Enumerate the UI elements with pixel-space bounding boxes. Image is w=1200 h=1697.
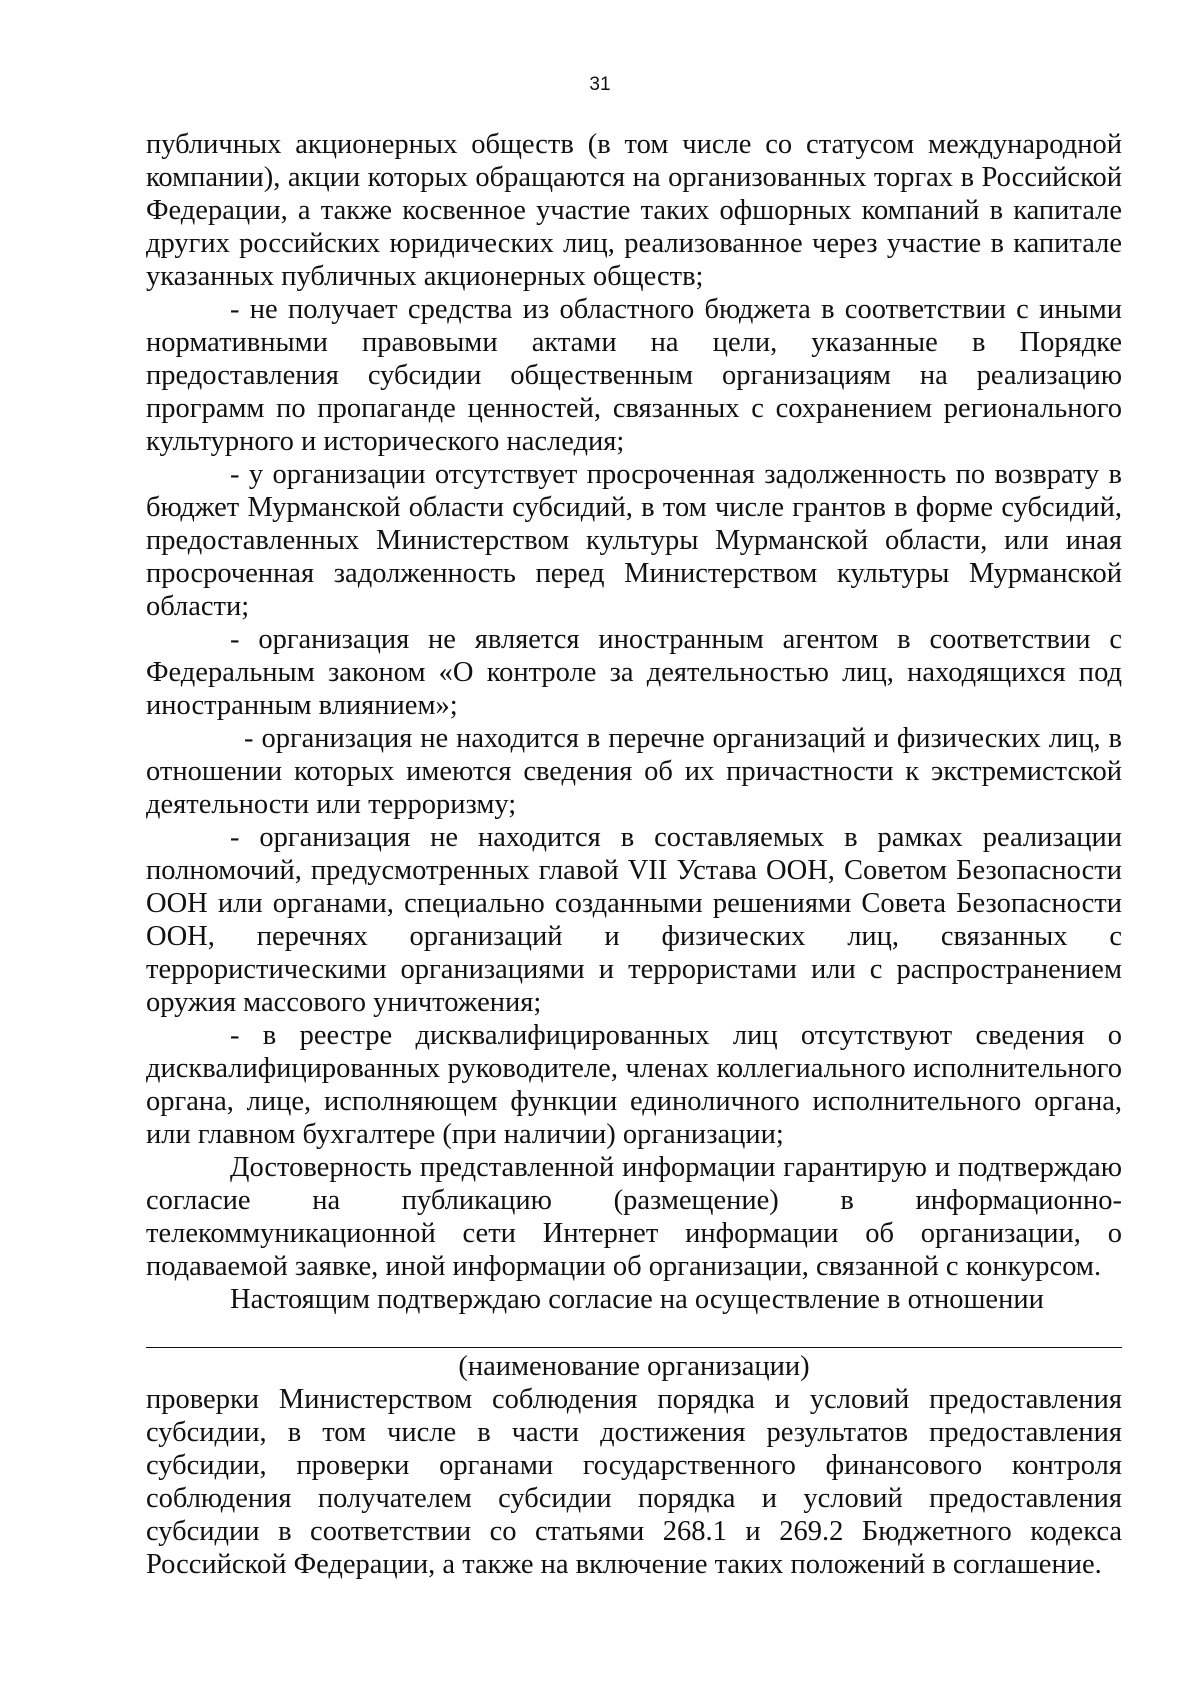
- paragraph-not-foreign-agent: - организация не является иностранным агентом в соответствии с Федеральным законом «О контроле за деятельностью лиц, находящихся под иностранным влиянием»;: [146, 624, 1122, 721]
- paragraph-no-regional-funds: - не получает средства из областного бюджета в соответствии с иными нормативными правовыми актами на цели, указанные в Порядке предоставления субсидии общественным организациям на реализацию программ по пропаганде ценностей, связанных с сохранением регионального культурного и исторического наследия;: [146, 294, 1122, 457]
- document-body: [146, 128, 1122, 1581]
- paragraph-continuation: публичных акционерных обществ (в том числе со статусом международной компании), акции которых обращаются на организованных торгах в Российской Федерации, а также косвенное участие таких офшорных компаний в капитале других российских юридических лиц, реализованное через участие в капитале указанных публичных акционерных обществ;: [146, 129, 1122, 292]
- page-number: 31: [589, 74, 611, 95]
- paragraph-consent-inspection: Настоящим подтверждаю согласие на осуществление в отношении: [230, 1284, 1044, 1315]
- paragraph-closing: проверки Министерством соблюдения порядка и условий предоставления субсидии, в том числе в части достижения результатов предоставления субсидии, проверки органами государственного финансового контроля соблюдения получателем субсидии порядка и условий предоставления субсидии в соответствии со статьями 268.1 и 269.2 Бюджетного кодекса Российской Федерации, а также на включение таких положений в соглашение.: [146, 1384, 1122, 1580]
- paragraph-no-disqualified-persons: - в реестре дисквалифицированных лиц отсутствуют сведения о дисквалифицированных руководителе, членах коллегиального исполнительного органа, лице, исполняющем функции единоличного исполнительного органа, или главном бухгалтере (при наличии) организации;: [146, 1020, 1122, 1150]
- organization-name-caption: (наименование организации): [458, 1351, 810, 1382]
- paragraph-not-un-list: - организация не находится в составляемых в рамках реализации полномочий, предусмотренных главой VII Устава ООН, Советом Безопасности ООН или органами, специально созданными решениями Совета Безопасности ООН, перечнях организаций и физических лиц, связанных с террористическими организациями и террористами или с распространением оружия массового уничтожения;: [146, 822, 1122, 1018]
- paragraph-no-overdue-debt: - у организации отсутствует просроченная задолженность по возврату в бюджет Мурманской области субсидий, в том числе грантов в форме субсидий, предоставленных Министерством культуры Мурманской области, или иная просроченная задолженность перед Министерством культуры Мурманской области;: [146, 459, 1122, 622]
- paragraph-not-extremist-list: - организация не находится в перечне организаций и физических лиц, в отношении которых имеются сведения об их причастности к экстремистской деятельности или терроризму;: [146, 723, 1122, 820]
- organization-name-line: [146, 1347, 1122, 1348]
- paragraph-consent-publication: Достоверность представленной информации гарантирую и подтверждаю согласие на публикацию (размещение) в информационно-телекоммуникационной сети Интернет информации об организации, о подаваемой заявке, иной информации об организации, связанной с конкурсом.: [146, 1152, 1122, 1282]
